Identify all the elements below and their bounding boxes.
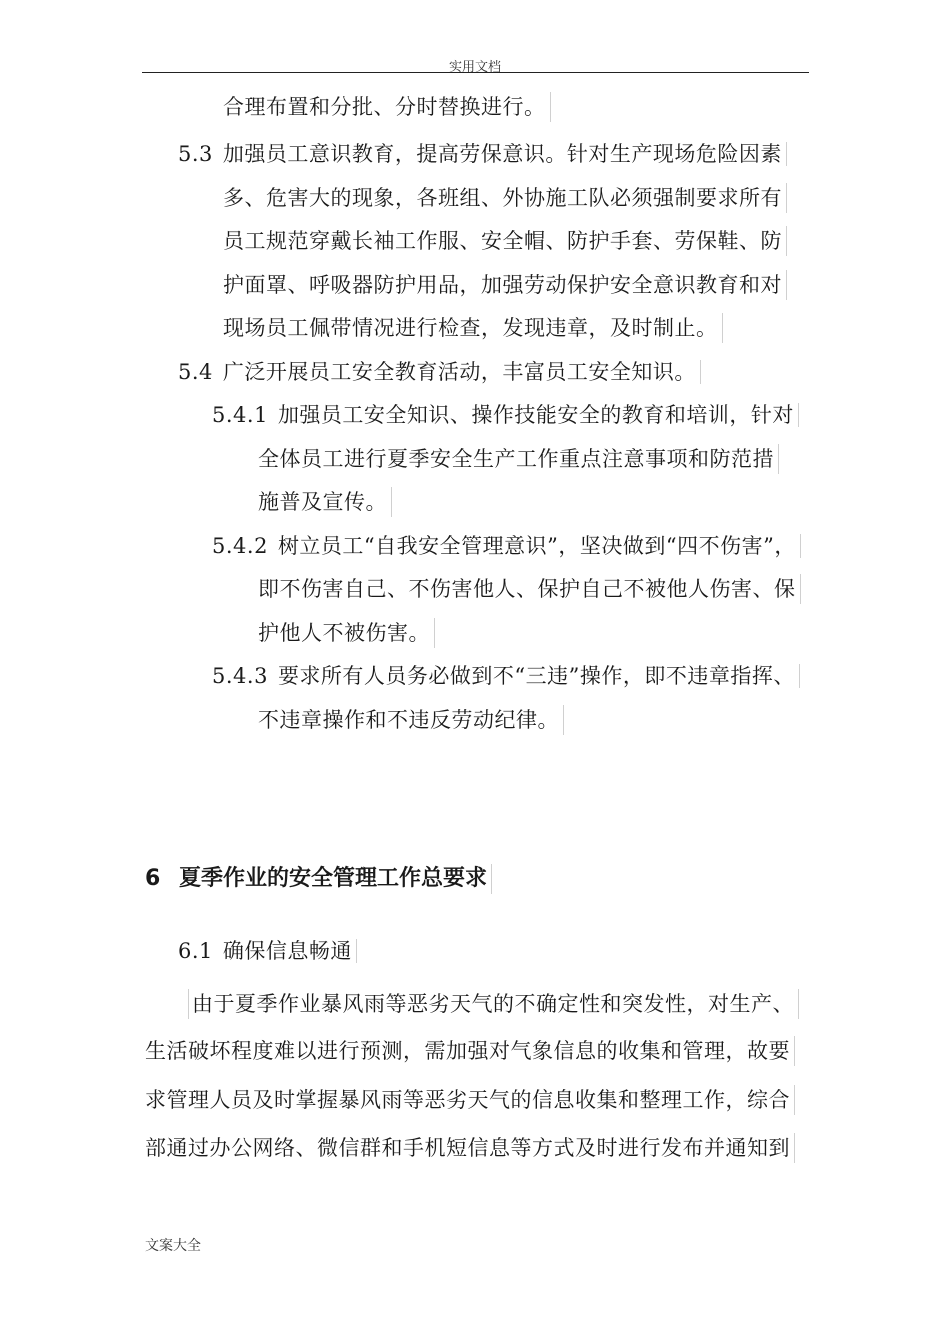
section-number: 5.3: [178, 142, 213, 166]
section-5-4-2-line-3: 护他人不被伤害。: [258, 618, 435, 648]
section-6-1-heading: [178, 936, 357, 966]
paragraph-line-3: 求管理人员及时掌握暴风雨等恶劣天气的信息收集和整理工作，综合: [145, 1085, 795, 1115]
section-5-3-line-5: 现场员工佩带情况进行检查，发现违章，及时制止。: [223, 313, 723, 343]
section-5-3-line-2: 多、危害大的现象，各班组、外协施工队必须强制要求所有: [223, 183, 787, 213]
section-number: 5.4.3: [212, 664, 268, 688]
section-5-4-1-line-2: 全体员工进行夏季安全生产工作重点注意事项和防范措: [258, 444, 779, 474]
section-5-4-2-line-2: 即不伤害自己、不伤害他人、保护自己不被他人伤害、保: [258, 574, 801, 604]
section-5-4-1-line-3: 施普及宣传。: [258, 487, 392, 517]
section-text: 加强员工安全知识、操作技能安全的教育和培训，针对: [278, 403, 799, 427]
paragraph-line-1: 由于夏季作业暴风雨等恶劣天气的不确定性和突发性，对生产、: [188, 989, 799, 1019]
section-5-3-line-4: 护面罩、呼吸器防护用品，加强劳动保护安全意识教育和对: [223, 270, 787, 300]
section-text: 树立员工“自我安全管理意识”，坚决做到“四不伤害”，: [278, 534, 801, 558]
section-title: 确保信息畅通: [223, 939, 357, 963]
chapter-number: 6: [145, 866, 161, 891]
page-footer: 文案大全: [145, 1238, 201, 1254]
chapter-heading-6: [145, 864, 492, 894]
section-5-4-2-line-1: [212, 531, 801, 561]
header-divider: [142, 72, 809, 73]
section-5-3-line-1: [178, 139, 787, 169]
paragraph-line-4: 部通过办公网络、微信群和手机短信息等方式及时进行发布并通知到: [145, 1133, 795, 1163]
section-number: 5.4.1: [212, 403, 268, 427]
paragraph-line-2: 生活破坏程度难以进行预测，需加强对气象信息的收集和管理，故要: [145, 1036, 795, 1066]
section-5-4-1-line-1: [212, 400, 799, 430]
section-number: 5.4.2: [212, 534, 268, 558]
section-number: 6.1: [178, 939, 213, 963]
section-5-4-line: [178, 357, 701, 387]
section-text: 加强员工意识教育，提高劳保意识。针对生产现场危险因素: [223, 142, 787, 166]
section-text: 要求所有人员务必做到不“三违”操作，即不违章指挥、: [278, 664, 800, 688]
continuation-line: 合理布置和分批、分时替换进行。: [223, 92, 551, 122]
section-5-4-3-line-2: 不违章操作和不违反劳动纪律。: [258, 705, 564, 735]
section-5-4-3-line-1: [212, 661, 800, 691]
section-number: 5.4: [178, 360, 213, 384]
header-title: 实用文档: [448, 60, 501, 75]
section-5-3-line-3: 员工规范穿戴长袖工作服、安全帽、防护手套、劳保鞋、防: [223, 226, 787, 256]
section-text: 广泛开展员工安全教育活动，丰富员工安全知识。: [223, 360, 701, 384]
chapter-title: 夏季作业的安全管理工作总要求: [179, 864, 492, 894]
